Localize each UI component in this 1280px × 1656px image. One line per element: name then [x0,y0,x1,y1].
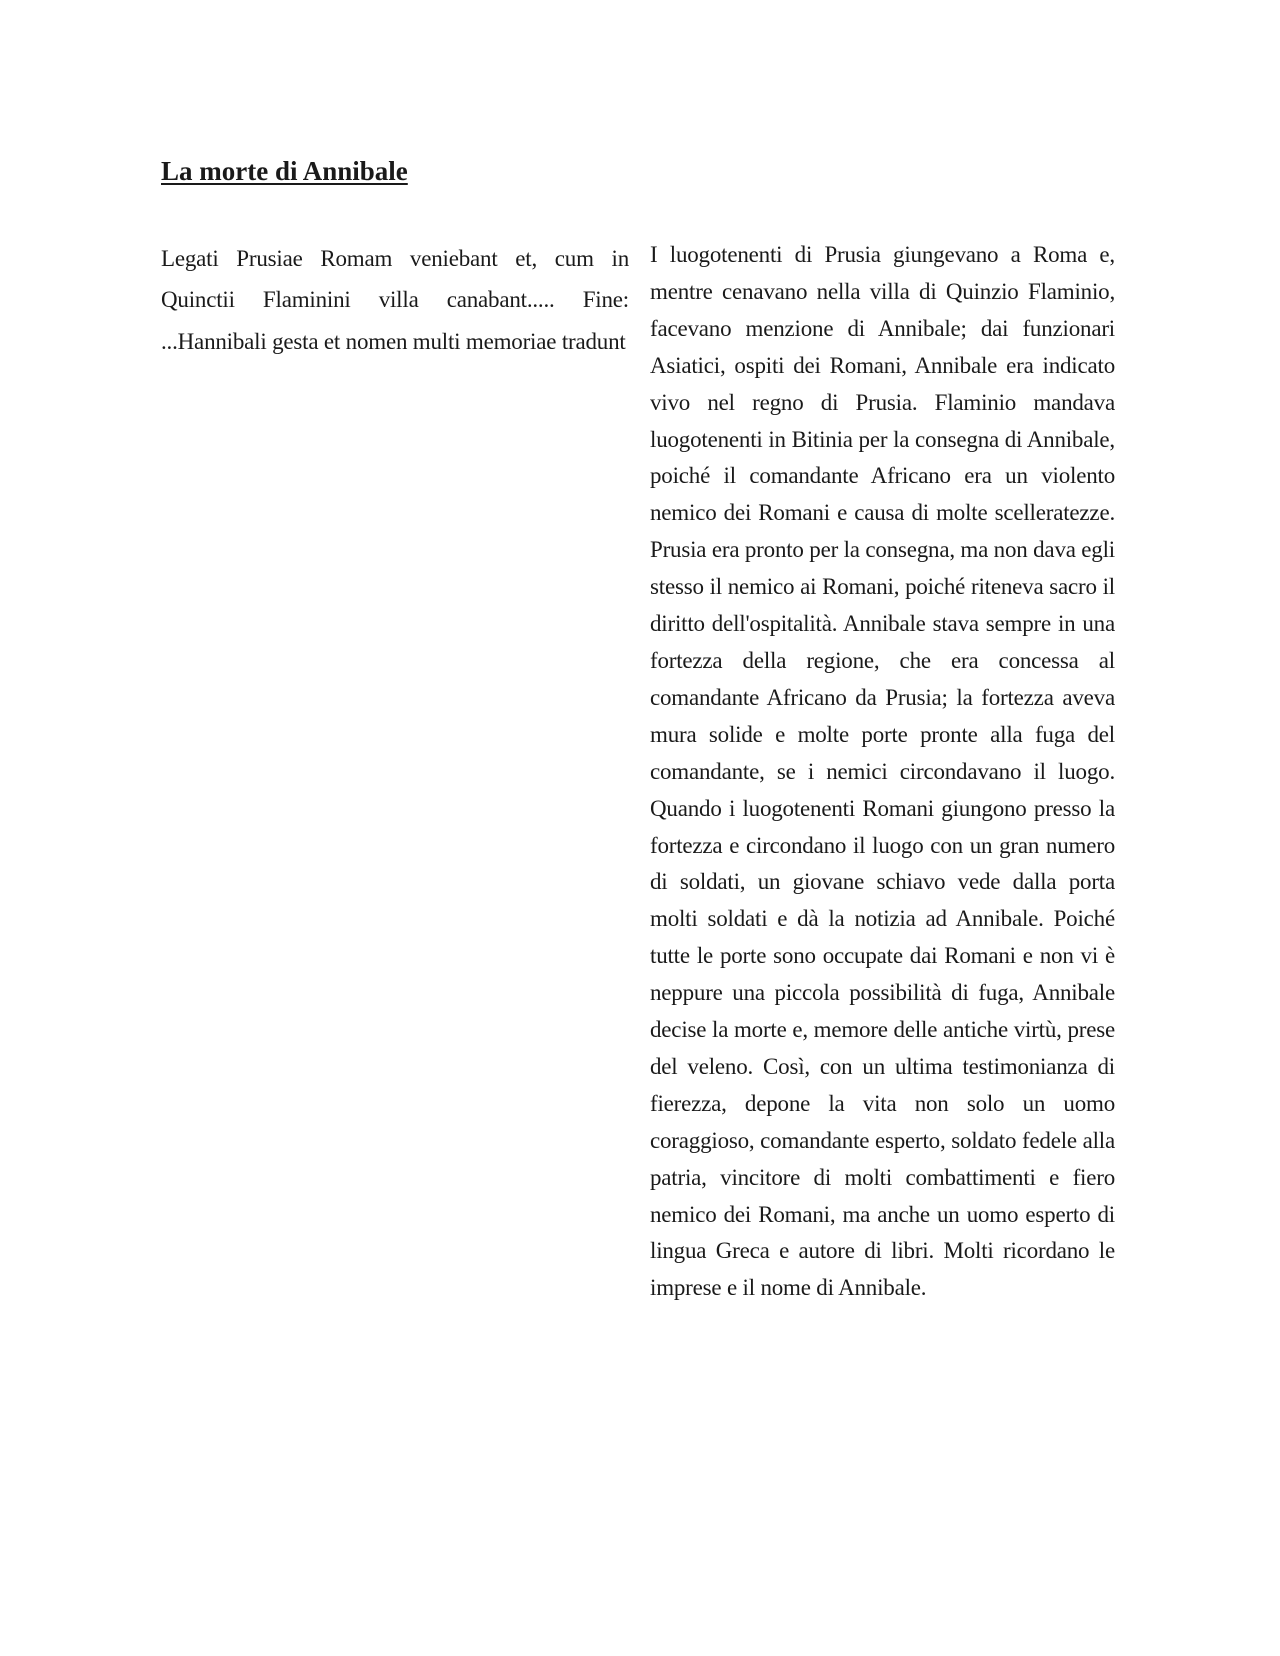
document-title: La morte di Annibale [161,156,408,186]
latin-text-column: Legati Prusiae Romam veniebant et, cum in Quinctii Flaminini villa canabant..... Fine: ...Hannibali gesta et nomen multi memoriae tradunt [161,246,629,354]
italian-translation-column: I luogotenenti di Prusia giungevano a Roma e, mentre cenavano nella villa di Quinzio Flaminio, facevano menzione di Annibale; dai funzionari Asiatici, ospiti dei Romani, Annibale era indicato vivo nel regno di Prusia. Flaminio mandava luogotenenti in Bitinia per la consegna di Annibale, poiché il comandante Africano era un violento nemico dei Romani e causa di molte scelleratezze. Prusia era pronto per la consegna, ma non dava egli stesso il nemico ai Romani, poiché riteneva sacro il diritto dell'ospitalità. Annibale stava sempre in una fortezza della regione, che era concessa al comandante Africano da Prusia; la fortezza aveva mura solide e molte porte pronte alla fuga del comandante, se i nemici circondavano il luogo. Quando i luogotenenti Romani giungono presso la fortezza e circondano il luogo con un gran numero di soldati, un giovane schiavo vede dalla porta molti soldati e dà la notizia ad Annibale. Poiché tutte le porte sono occupate dai Romani e non vi è neppure una piccola possibilità di fuga, Annibale decise la morte e, memore delle antiche virtù, prese del veleno. Così, con un ultima testimonianza di fierezza, depone la vita non solo un uomo coraggioso, comandante esperto, soldato fedele alla patria, vincitore di molti combattimenti e fiero nemico dei Romani, ma anche un uomo esperto di lingua Greca e autore di libri. Molti ricordano le imprese e il nome di Annibale. [650,242,1115,1301]
